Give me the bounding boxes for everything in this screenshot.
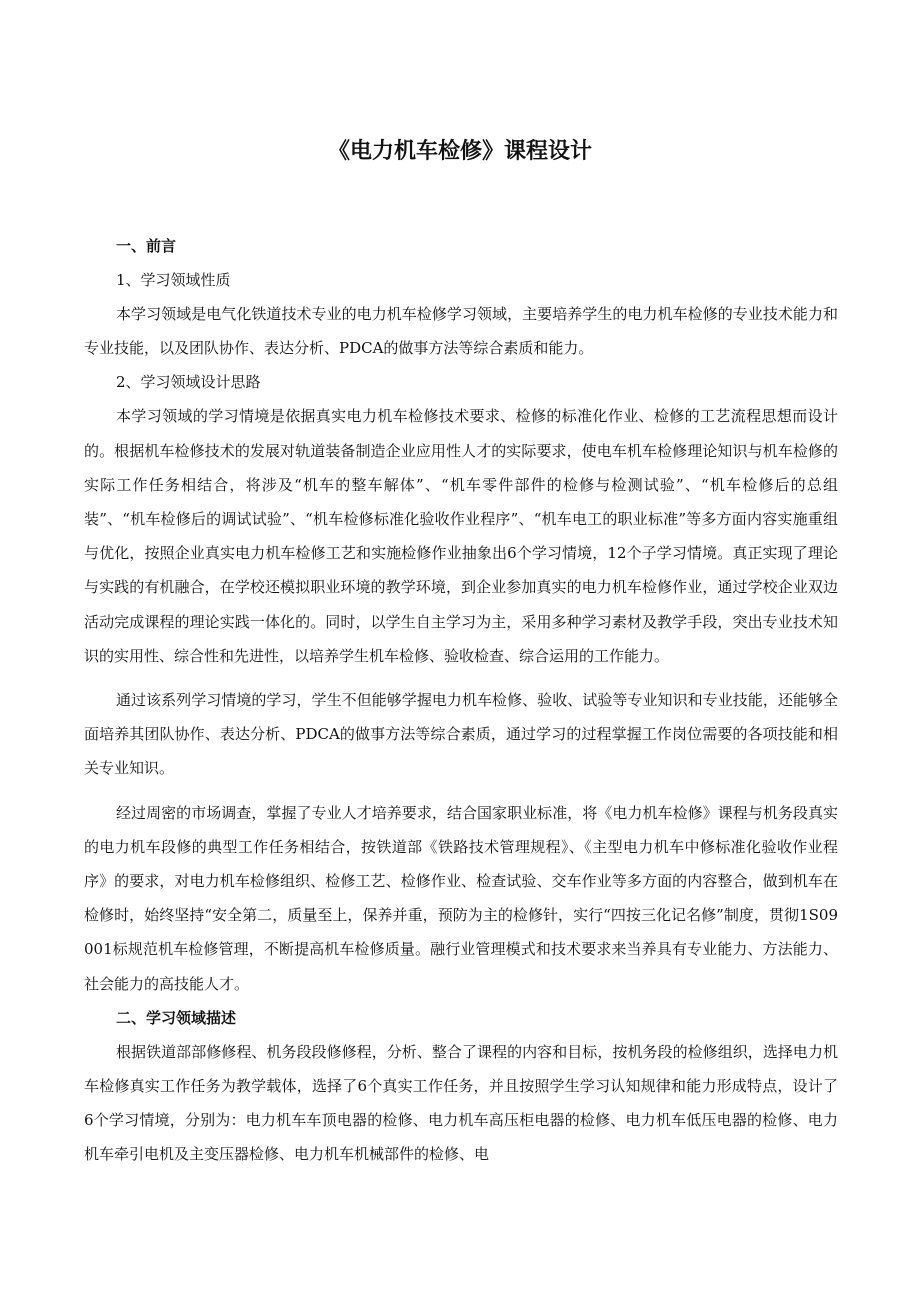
section-heading-preface: 一、前言	[116, 237, 177, 255]
paragraph-gap	[84, 673, 838, 683]
paragraph-design-idea-1: 本学习领域的学习情境是依据真实电力机车检修技术要求、检修的标准化作业、检修的工艺流程思想而设计的。根据机车检修技术的发展对轨道装备制造企业应用性人才的实际要求，使电车机车检修理论知识与机车检修的实际工作任务相结合，将涉及“机车的整车解体”、“机车零件部件的检修与检测试验”、“机车检修后的总组装”、“机车检修后的调试试验”、“机车检修标准化验收作业程序”、“机车电工的职业标准”等多方面内容实施重组与优化，按照企业真实电力机车检修工艺和实施检修作业抽象出6个学习情境，12个子学习情境。真正实现了理论与实践的有机融合，在学校还模拟职业环境的教学环境，到企业参加真实的电力机车检修作业，通过学校企业双边活动完成课程的理论实践一体化的。同时，以学生自主学习为主，采用多种学习素材及教学手段，突出专业技术知识的实用性、综合性和先进性，以培养学生机车检修、验收检查、综合运用的工作能力。	[84, 407, 838, 665]
paragraph-design-idea-3: 经过周密的市场调查，掌握了专业人才培养要求，结合国家职业标准，将《电力机车检修》课程与机务段真实的电力机车段修的典型工作任务相结合，按铁道部《铁路技术管理规程》、《主型电力机车中修标准化验收作业程序》的要求，对电力机车检修组织、检修工艺、检修作业、检查试验、交车作业等多方面的内容整合，做到机车在检修时，始终坚持“安全第二，质量至上，保养并重，预防为主的检修针，实行“四按三化记名修”制度，贯彻1S09001标规范机车检修管理，不断提高机车检修质量。融行业管理模式和技术要求来当养具有专业能力、方法能力、社会能力的高技能人才。	[84, 803, 838, 993]
subsection-heading-nature: 1、学习领域性质	[116, 271, 231, 289]
paragraph-gap	[84, 786, 838, 796]
document-body	[84, 229, 838, 1172]
section-heading-description: 二、学习领域描述	[116, 1008, 237, 1027]
paragraph-design-idea-2: 通过该系列学习情境的学习，学生不但能够学握电力机车检修、验收、试验等专业知识和专业技能，还能够全面培养其团队协作、表达分析、PDCA的做事方法等综合素质，通过学习的过程掌握工作岗位需要的各项技能和相关专业知识。	[84, 691, 838, 778]
paragraph-nature: 本学习领域是电气化铁道技术专业的电力机车检修学习领域，主要培养学生的电力机车检修的专业技术能力和专业技能，以及团队协作、表达分析、PDCA的做事方法等综合素质和能力。	[84, 305, 838, 358]
subsection-heading-design-idea: 2、学习领域设计思路	[116, 373, 261, 392]
document-title: 《电力机车检修》课程设计	[327, 139, 592, 164]
paragraph-description-1: 根据铁道部部修修程、机务段段修修程，分析、整合了课程的内容和目标，按机务段的检修组织，选择电力机车检修真实工作任务为教学载体，选择了6个真实工作任务，并且按照学生学习认知规律和能力形成特点，设计了6个学习情境，分别为：电力机车车顶电器的检修、电力机车高压柜电器的检修、电力机车低压电器的检修、电力机车牵引电机及主变压器检修、电力机车机械部件的检修、电	[84, 1042, 838, 1164]
